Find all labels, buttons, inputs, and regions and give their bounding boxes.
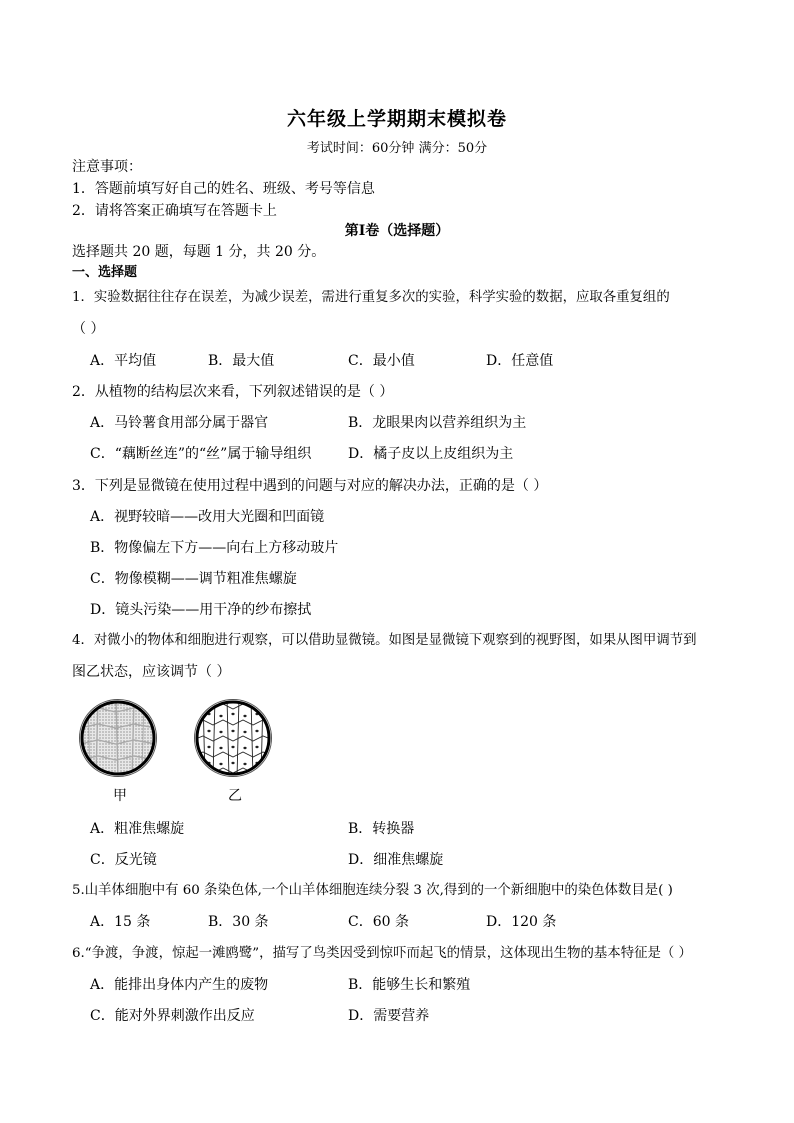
question-6-stem: 6.“争渡，争渡，惊起一滩鸥鹭”，描写了鸟类因受到惊吓而起飞的情景，这体现出生物的基本特征是（ ） xyxy=(72,946,692,961)
question-4-option-d: D．细准焦螺旋 xyxy=(348,852,444,868)
notice-heading: 注意事项： xyxy=(72,159,142,175)
question-3-option-a: A．视野较暗——改用大光圈和凹面镜 xyxy=(90,509,325,525)
figure-label-jia: 甲 xyxy=(113,788,127,804)
question-4-option-c: C．反光镜 xyxy=(90,852,157,868)
question-6-option-c: C．能对外界刺激作出反应 xyxy=(90,1008,255,1024)
microscope-view-clear xyxy=(193,698,273,778)
question-4-option-b: B．转换器 xyxy=(348,821,415,837)
exam-info: 考试时间：60分钟 满分：50分 xyxy=(306,141,488,156)
microscope-view-blurry xyxy=(78,698,158,778)
question-5-stem: 5.山羊体细胞中有 60 条染色体,一个山羊体细胞连续分裂 3 次,得到的一个新细胞中的染色体数目是( ) xyxy=(72,883,673,898)
question-2-option-d: D．橘子皮以上皮组织为主 xyxy=(348,446,514,462)
page-title: 六年级上学期期末模拟卷 xyxy=(286,108,507,130)
question-3-option-d: D．镜头污染——用干净的纱布擦拭 xyxy=(90,602,312,618)
figure-label-yi: 乙 xyxy=(228,788,242,804)
question-5-option-b: B．30 条 xyxy=(208,914,269,930)
question-1-stem: 1．实验数据往往存在误差，为减少误差，需进行重复多次的实验，科学实验的数据，应取各重复组的 xyxy=(72,290,670,305)
question-6-option-b: B．能够生长和繁殖 xyxy=(348,977,471,993)
question-6-option-d: D．需要营养 xyxy=(348,1008,430,1024)
question-4-stem: 4．对微小的物体和细胞进行观察，可以借助显微镜。如图是显微镜下观察到的视野图，如果从图甲调节到 xyxy=(72,633,697,648)
question-3-option-b: B．物像偏左下方——向右上方移动玻片 xyxy=(90,540,339,556)
question-5-option-d: D．120 条 xyxy=(486,914,557,930)
part-heading: 一、选择题 xyxy=(72,265,138,280)
question-1-option-d: D．任意值 xyxy=(486,353,554,369)
question-4-stem-cont: 图乙状态，应该调节（ ） xyxy=(72,664,231,680)
question-1-option-b: B．最大值 xyxy=(208,353,275,369)
question-5-option-a: A．15 条 xyxy=(90,914,151,930)
question-3-stem: 3．下列是显微镜在使用过程中遇到的问题与对应的解决办法，正确的是（ ） xyxy=(72,478,548,494)
question-1-option-a: A．平均值 xyxy=(90,353,157,369)
section-intro: 选择题共 20 题，每题 1 分，共 20 分。 xyxy=(72,244,326,260)
question-2-stem: 2．从植物的结构层次来看，下列叙述错误的是（ ） xyxy=(72,384,394,400)
question-2-option-b: B．龙眼果肉以营养组织为主 xyxy=(348,415,527,431)
question-5-option-c: C．60 条 xyxy=(348,914,409,930)
notice-item-2: 2．请将答案正确填写在答题卡上 xyxy=(72,203,277,219)
section-title: 第Ⅰ卷（选择题） xyxy=(344,223,450,239)
question-4-option-a: A．粗准焦螺旋 xyxy=(90,821,185,837)
question-2-option-c: C．“藕断丝连”的“丝”属于输导组织 xyxy=(90,446,312,462)
question-1-option-c: C．最小值 xyxy=(348,353,415,369)
question-1-stem-cont: （ ） xyxy=(72,321,105,337)
question-3-option-c: C．物像模糊——调节粗准焦螺旋 xyxy=(90,571,297,587)
question-6-option-a: A．能排出身体内产生的废物 xyxy=(90,977,269,993)
notice-item-1: 1．答题前填写好自己的姓名、班级、考号等信息 xyxy=(72,181,375,197)
question-2-option-a: A．马铃薯食用部分属于器官 xyxy=(90,415,269,431)
